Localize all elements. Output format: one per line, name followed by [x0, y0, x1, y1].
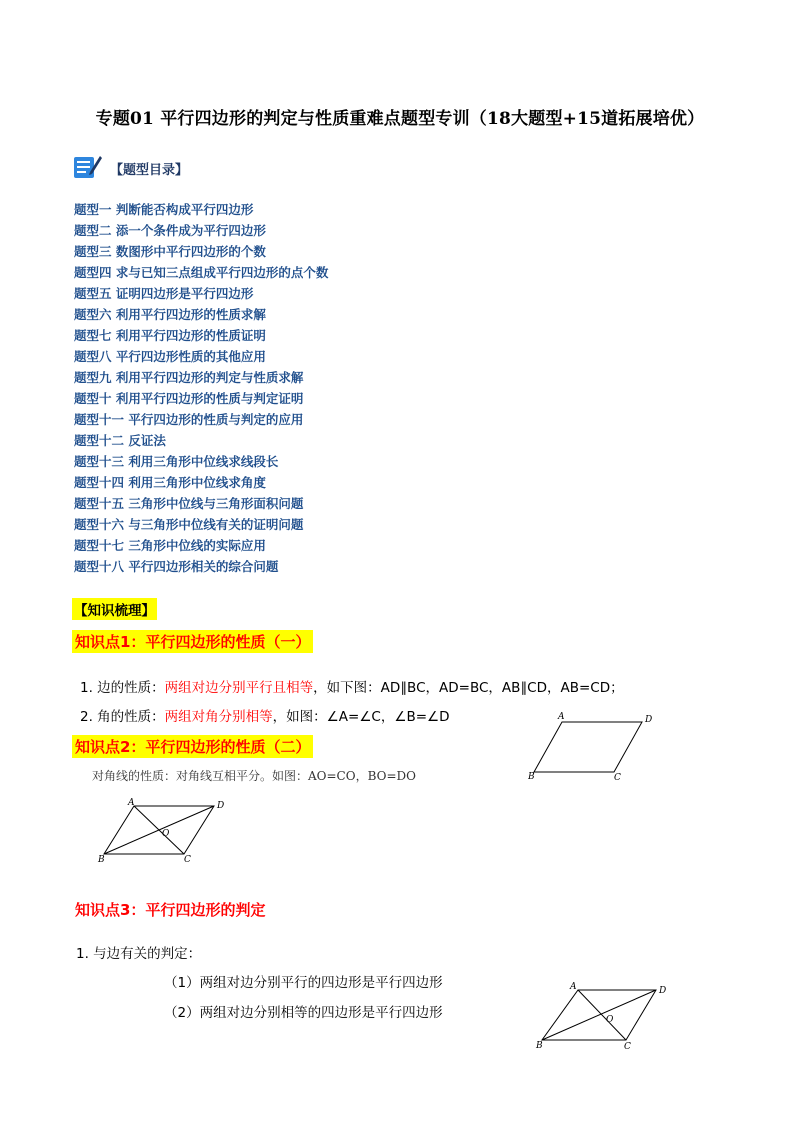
label-A: A [128, 798, 135, 808]
figure-parallelogram-diagonals [96, 796, 226, 868]
label-A: A [570, 982, 577, 992]
kp3-title: 知识点3：平行四边形的判定 [75, 901, 266, 919]
toc-item[interactable]: 题型十七 三角形中位线的实际应用 [74, 538, 266, 553]
toc-item[interactable]: 题型二 添一个条件成为平行四边形 [74, 223, 266, 238]
label-D: D [659, 986, 667, 996]
kp1-line1-prefix: 1. 边的性质： [80, 680, 165, 696]
toc-item[interactable]: 题型七 利用平行四边形的性质证明 [74, 328, 266, 343]
toc-header-label: 【题型目录】 [110, 162, 189, 178]
toc-item[interactable]: 题型十一 平行四边形的性质与判定的应用 [74, 412, 304, 427]
label-B: B [98, 855, 105, 865]
toc-item[interactable]: 题型四 求与已知三点组成平行四边形的点个数 [74, 265, 329, 280]
edit-note-icon [72, 152, 102, 184]
kp3-line1: 1. 与边有关的判定： [76, 946, 202, 962]
kp3-item1: （1）两组对边分别平行的四边形是平行四边形 [164, 975, 443, 991]
toc-item[interactable]: 题型五 证明四边形是平行四边形 [74, 286, 254, 301]
kp1-line1-red: 两组对边分别平行且相等 [164, 680, 314, 696]
toc-item[interactable]: 题型一 判断能否构成平行四边形 [74, 202, 254, 217]
toc-header [72, 152, 188, 184]
toc-list [74, 199, 328, 577]
label-C: C [614, 773, 621, 782]
label-O: O [162, 829, 170, 839]
page-title: 专题01 平行四边形的判定与性质重难点题型专训（18大题型+15道拓展培优） [95, 109, 705, 129]
label-B: B [536, 1041, 543, 1051]
figure-parallelogram-diagonals-2 [534, 978, 674, 1052]
section-label: 【知识梳理】 [72, 598, 157, 620]
toc-item[interactable]: 题型九 利用平行四边形的判定与性质求解 [74, 370, 304, 385]
kp1-line1-suffix: ，如下图：AD∥BC，AD=BC，AB∥CD，AB=CD； [313, 680, 624, 696]
label-A: A [558, 712, 565, 722]
toc-item[interactable]: 题型十三 利用三角形中位线求线段长 [74, 454, 279, 469]
kp2-title: 知识点2：平行四边形的性质（二） [72, 735, 313, 758]
toc-item[interactable]: 题型十五 三角形中位线与三角形面积问题 [74, 496, 304, 511]
kp1-line1 [80, 676, 624, 696]
kp2-line: 对角线的性质：对角线互相平分。如图：AO=CO，BO=DO [92, 769, 416, 783]
label-D: D [217, 801, 225, 811]
toc-item[interactable]: 题型十 利用平行四边形的性质与判定证明 [74, 391, 304, 406]
toc-item[interactable]: 题型十二 反证法 [74, 433, 166, 448]
kp1-line2-red: 两组对角分别相等 [164, 709, 273, 725]
label-D: D [645, 715, 653, 725]
kp1-line2-suffix: ，如图：∠A=∠C，∠B=∠D [272, 709, 450, 725]
label-C: C [184, 855, 191, 865]
label-O: O [606, 1015, 614, 1025]
toc-item[interactable]: 题型六 利用平行四边形的性质求解 [74, 307, 266, 322]
label-B: B [528, 772, 535, 782]
toc-item[interactable]: 题型十八 平行四边形相关的综合问题 [74, 559, 279, 574]
figure-parallelogram [528, 710, 658, 782]
kp1-line2 [80, 705, 450, 725]
kp3-item2: （2）两组对边分别相等的四边形是平行四边形 [164, 1005, 443, 1021]
label-C: C [624, 1042, 631, 1052]
kp1-title: 知识点1：平行四边形的性质（一） [72, 630, 313, 653]
kp1-line2-prefix: 2. 角的性质： [80, 709, 165, 725]
toc-item[interactable]: 题型十六 与三角形中位线有关的证明问题 [74, 517, 304, 532]
toc-item[interactable]: 题型八 平行四边形性质的其他应用 [74, 349, 266, 364]
toc-item[interactable]: 题型十四 利用三角形中位线求角度 [74, 475, 266, 490]
toc-item[interactable]: 题型三 数图形中平行四边形的个数 [74, 244, 266, 259]
